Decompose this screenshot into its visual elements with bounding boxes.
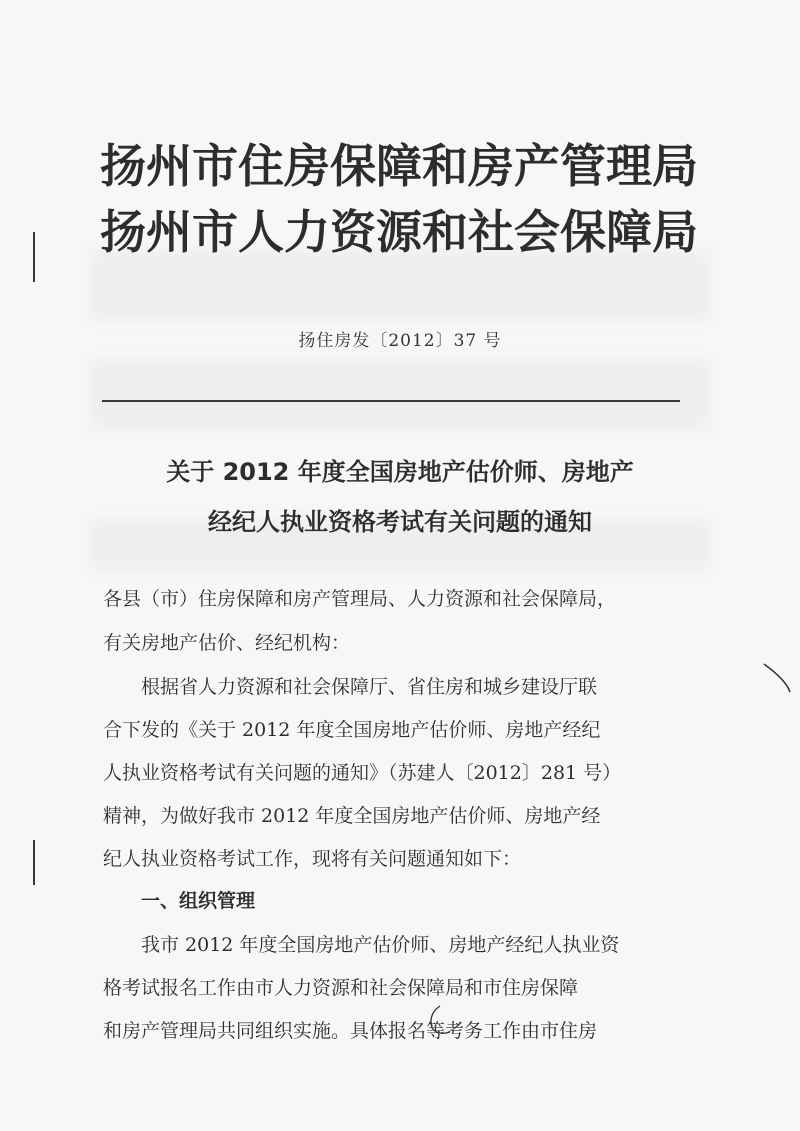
header-separator xyxy=(102,400,680,402)
body-line: 精神，为做好我市 2012 年度全国房地产估价师、房地产经 xyxy=(103,805,601,827)
margin-mark xyxy=(33,840,35,885)
body-line: 人执业资格考试有关问题的通知》（苏建人〔2012〕281 号） xyxy=(103,762,622,784)
body-line: 各县（市）住房保障和房产管理局、人力资源和社会保障局， xyxy=(103,588,617,610)
body-line: 格考试报名工作由市人力资源和社会保障局和市住房保障 xyxy=(103,977,579,999)
paper-texture xyxy=(90,360,710,430)
margin-mark xyxy=(33,232,35,282)
pen-mark xyxy=(760,660,796,700)
body-line: 我市 2012 年度全国房地产估价师、房地产经纪人执业资 xyxy=(103,934,620,956)
body-line: 有关房地产估价、经纪机构： xyxy=(103,632,351,654)
notice-title: 关于 2012 年度全国房地产估价师、房地产 xyxy=(166,458,634,486)
issuer-name: 扬州市人力资源和社会保障局 xyxy=(100,205,698,259)
issuer-name: 扬州市住房保障和房产管理局 xyxy=(100,139,698,193)
notice-title: 经纪人执业资格考试有关问题的通知 xyxy=(208,508,592,536)
body-line: 纪人执业资格考试工作，现将有关问题通知如下： xyxy=(103,848,522,870)
body-line: 和房产管理局共同组织实施。具体报名等考务工作由市住房 xyxy=(103,1020,598,1042)
document-number: 扬住房发〔2012〕37 号 xyxy=(298,331,502,351)
body-line: 合下发的《关于 2012 年度全国房地产估价师、房地产经纪 xyxy=(103,719,601,741)
section-heading: 一、组织管理 xyxy=(103,890,256,912)
body-line: 根据省人力资源和社会保障厅、省住房和城乡建设厅联 xyxy=(103,676,598,698)
